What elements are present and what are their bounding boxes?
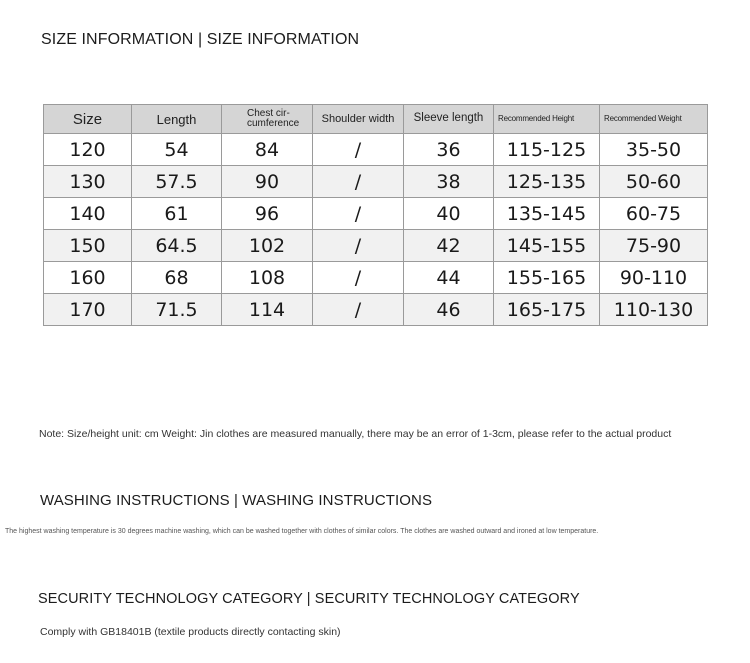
- cell-weight: 110-130: [600, 294, 708, 326]
- cell-chest: 108: [222, 262, 313, 294]
- cell-length: 68: [132, 262, 222, 294]
- cell-sleeve: 40: [404, 198, 494, 230]
- table-row: [44, 198, 708, 230]
- cell-height: 135-145: [494, 198, 600, 230]
- cell-shoulder: /: [313, 198, 404, 230]
- washing-instructions-title: WASHING INSTRUCTIONS | WASHING INSTRUCTIONS: [40, 492, 433, 509]
- cell-length: 57.5: [132, 166, 222, 198]
- size-table: [43, 104, 708, 326]
- header-chest-circumference: Chest cir- cumference: [222, 105, 313, 134]
- cell-weight: 75-90: [600, 230, 708, 262]
- cell-chest: 84: [222, 134, 313, 166]
- cell-length: 64.5: [132, 230, 222, 262]
- cell-sleeve: 38: [404, 166, 494, 198]
- cell-chest: 90: [222, 166, 313, 198]
- header-size: Size: [44, 105, 132, 134]
- cell-chest: 114: [222, 294, 313, 326]
- cell-sleeve: 44: [404, 262, 494, 294]
- header-shoulder-width: Shoulder width: [313, 105, 404, 134]
- cell-height: 125-135: [494, 166, 600, 198]
- cell-weight: 90-110: [600, 262, 708, 294]
- cell-sleeve: 42: [404, 230, 494, 262]
- table-row: [44, 134, 708, 166]
- cell-size: 140: [44, 198, 132, 230]
- cell-size: 160: [44, 262, 132, 294]
- cell-shoulder: /: [313, 294, 404, 326]
- table-row: [44, 166, 708, 198]
- security-category-text: Comply with GB18401B (textile products directly contacting skin): [40, 626, 341, 638]
- size-information-title: SIZE INFORMATION | SIZE INFORMATION: [41, 31, 360, 48]
- size-note: Note: Size/height unit: cm Weight: Jin clothes are measured manually, there may be an error of 1-3cm, please refer to the actual product: [39, 428, 672, 440]
- cell-length: 71.5: [132, 294, 222, 326]
- cell-shoulder: /: [313, 230, 404, 262]
- cell-sleeve: 46: [404, 294, 494, 326]
- header-recommended-weight: Recommended Weight: [600, 105, 708, 134]
- header-length: Length: [132, 105, 222, 134]
- cell-shoulder: /: [313, 134, 404, 166]
- security-category-title: SECURITY TECHNOLOGY CATEGORY | SECURITY TECHNOLOGY CATEGORY: [38, 591, 580, 607]
- cell-weight: 35-50: [600, 134, 708, 166]
- table-header-row: [44, 105, 708, 134]
- header-recommended-height: Recommended Height: [494, 105, 600, 134]
- washing-instructions-text: The highest washing temperature is 30 degrees machine washing, which can be washed together with clothes of similar colors. The clothes are washed outward and ironed at low temperature.: [5, 528, 599, 535]
- cell-weight: 50-60: [600, 166, 708, 198]
- cell-chest: 96: [222, 198, 313, 230]
- cell-size: 150: [44, 230, 132, 262]
- header-sleeve-length: Sleeve length: [404, 105, 494, 134]
- cell-height: 115-125: [494, 134, 600, 166]
- cell-height: 155-165: [494, 262, 600, 294]
- cell-height: 165-175: [494, 294, 600, 326]
- cell-size: 170: [44, 294, 132, 326]
- cell-size: 120: [44, 134, 132, 166]
- cell-height: 145-155: [494, 230, 600, 262]
- cell-length: 61: [132, 198, 222, 230]
- table-row: [44, 230, 708, 262]
- cell-shoulder: /: [313, 262, 404, 294]
- table-row: [44, 294, 708, 326]
- cell-chest: 102: [222, 230, 313, 262]
- table-row: [44, 262, 708, 294]
- cell-weight: 60-75: [600, 198, 708, 230]
- cell-shoulder: /: [313, 166, 404, 198]
- cell-sleeve: 36: [404, 134, 494, 166]
- cell-size: 130: [44, 166, 132, 198]
- cell-length: 54: [132, 134, 222, 166]
